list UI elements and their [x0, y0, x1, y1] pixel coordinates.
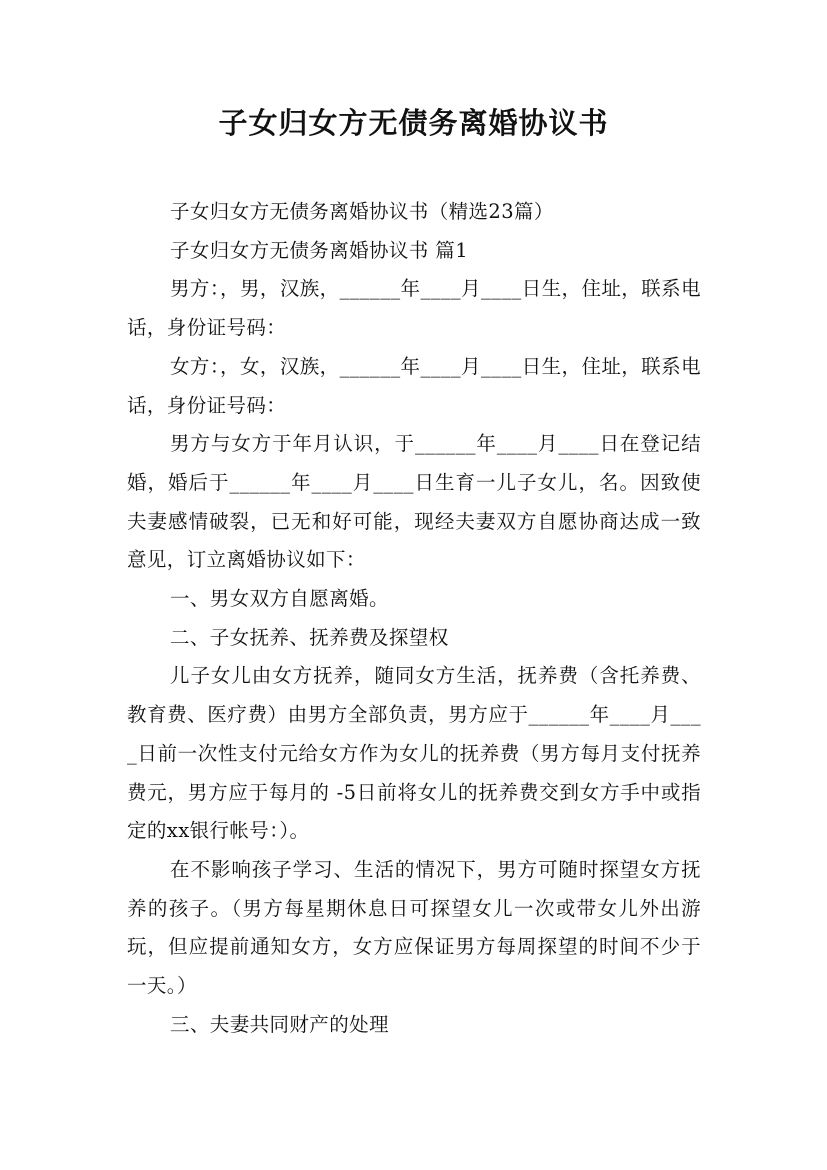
paragraph-background: 男方与女方于年月认识，于______年____月____日在登记结婚，婚后于______年____月____日生育一儿子女儿，名。因致使夫妻感情破裂，已无和好可能，现经夫妻双方自愿协商达成一致意见，订立离婚协议如下：	[127, 432, 701, 572]
paragraph-clause-2-heading: 二、子女抚养、抚养费及探望权	[170, 625, 449, 649]
paragraph-heading-collection: 子女归女方无债务离婚协议书（精选23篇）	[170, 200, 554, 223]
paragraph-visitation: 在不影响孩子学习、生活的情况下，男方可随时探望女方抚养的孩子。（男方每星期休息日可探望女儿一次或带女儿外出游玩，但应提前通知女方，女方应保证男方每周探望的时间不少于一天。）	[127, 857, 701, 998]
paragraph-husband-info: 男方：，男，汉族，______年____月____日生，住址，联系电话，身份证号码：	[127, 277, 701, 340]
paragraph-child-support: 儿子女儿由女方抚养，随同女方生活，抚养费（含托养费、教育费、医疗费）由男方全部负责，男方应于______年____月____日前一次性支付元给女方作为女儿的抚养费（男方每月支付抚养费元，男方应于每月的 -5日前将女儿的抚养费交到女方手中或指定的xx银行帐号：）。	[127, 664, 701, 843]
paragraph-clause-1: 一、男女双方自愿离婚。	[170, 587, 389, 611]
paragraph-wife-info: 女方：，女，汉族，______年____月____日生，住址，联系电话，身份证号码：	[127, 354, 701, 417]
document-body	[127, 193, 701, 1044]
paragraph-heading-part1: 子女归女方无债务离婚协议书 篇1	[170, 238, 469, 262]
paragraph-clause-3-heading: 三、夫妻共同财产的处理	[170, 1012, 389, 1036]
document-title: 子女归女方无债务离婚协议书	[218, 106, 609, 140]
